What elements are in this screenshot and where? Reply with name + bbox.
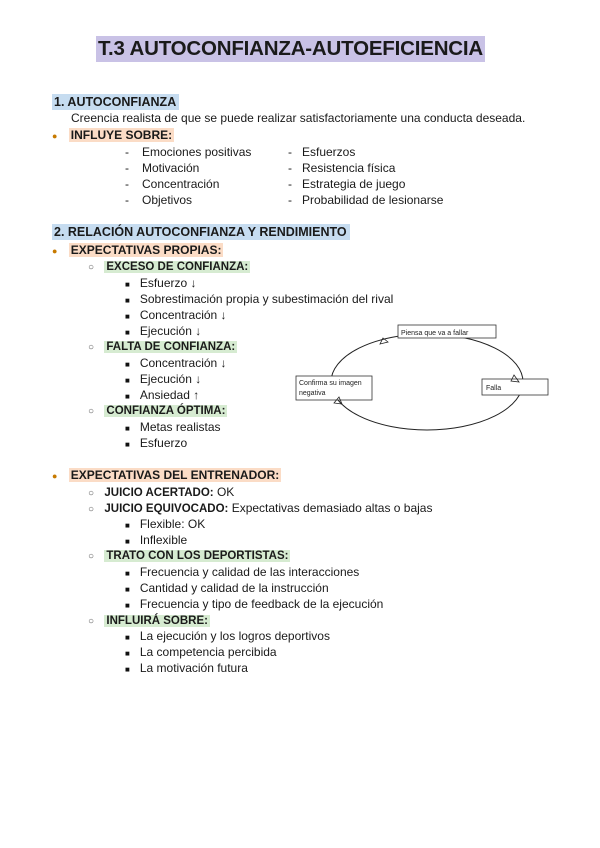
list-item: Concentración ↓: [139, 308, 227, 322]
trato-list: ■ Frecuencia y calidad de las interacciones ■ Cantidad y calidad de la instrucción ■ Frecuencia y tipo de feedback de la ejecución: [125, 565, 384, 611]
box-piensa-fallar-text: Piensa que va a fallar: [401, 330, 469, 337]
list-item: Resistencia física: [302, 161, 396, 175]
arrow-head-icon: [380, 338, 388, 344]
box-confirma-text-1: Confirma su imagen: [299, 380, 362, 387]
optima-label: CONFIANZA ÓPTIMA:: [106, 405, 226, 417]
list-item: Ansiedad ↑: [139, 388, 200, 402]
box-confirma-text-2: negativa: [299, 390, 326, 397]
acertado-value: OK: [213, 485, 235, 499]
bullet-circle-icon: ○: [88, 551, 95, 562]
equivocado-list: ■ Flexible: OK ■ Inflexible: [125, 517, 206, 547]
list-item: Concentración ↓: [139, 356, 227, 370]
bullet-circle-icon: ○: [88, 488, 95, 499]
list-item: Concentración: [142, 177, 220, 191]
section-2-heading: 2. RELACIÓN AUTOCONFIANZA Y RENDIMIENTO: [52, 224, 350, 240]
list-item: Metas realistas: [139, 420, 221, 434]
list-item: Probabilidad de lesionarse: [302, 193, 444, 207]
optima-list: ■ Metas realistas ■ Esfuerzo: [125, 420, 221, 450]
section-1-heading: 1. AUTOCONFIANZA: [52, 94, 179, 110]
influye-label: INFLUYE SOBRE:: [70, 128, 173, 142]
optima-row: [88, 403, 227, 419]
equivocado-row: [88, 501, 432, 516]
entrenador-label: EXPECTATIVAS DEL ENTRENADOR:: [70, 468, 280, 482]
list-item: Inflexible: [139, 533, 188, 547]
exceso-label: EXCESO DE CONFIANZA:: [106, 261, 249, 273]
autoconfianza-definition: Creencia realista de que se puede realizar satisfactoriamente una conducta deseada.: [71, 111, 526, 125]
list-item: La ejecución y los logros deportivos: [139, 629, 330, 643]
page-title: T.3 AUTOCONFIANZA-AUTOEFICIENCIA: [98, 37, 484, 60]
list-item: Sobrestimación propia y subestimación del rival: [139, 292, 394, 306]
bullet-circle-icon: ○: [88, 504, 95, 515]
list-item: Esfuerzos: [302, 145, 356, 159]
failure-cycle-diagram: [290, 318, 560, 440]
list-item: Ejecución ↓: [139, 324, 202, 338]
list-item: Frecuencia y tipo de feedback de la ejecución: [139, 597, 384, 611]
bullet-dot-icon: ●: [52, 131, 58, 141]
list-item: La motivación futura: [139, 661, 248, 675]
falta-label: FALTA DE CONFIANZA:: [106, 341, 236, 353]
falta-list: ■ Concentración ↓ ■ Ejecución ↓ ■ Ansiedad ↑: [125, 356, 227, 402]
list-item: Cantidad y calidad de la instrucción: [139, 581, 329, 595]
list-item: Emociones positivas: [142, 145, 252, 159]
list-item: Esfuerzo: [139, 436, 188, 450]
box-falla-text: Falla: [486, 385, 502, 392]
bullet-circle-icon: ○: [88, 342, 95, 353]
bullet-dot-icon: ●: [52, 246, 58, 256]
equivocado-value: Expectativas demasiado altas o bajas: [228, 501, 433, 515]
bullet-circle-icon: ○: [88, 616, 95, 627]
list-item: Objetivos: [142, 193, 193, 207]
entrenador-row: [52, 467, 281, 483]
propias-row: [52, 242, 223, 258]
influira-label: INFLUIRÁ SOBRE:: [106, 615, 208, 627]
trato-label: TRATO CON LOS DEPORTISTAS:: [106, 550, 289, 562]
list-item: La competencia percibida: [139, 645, 277, 659]
bullet-circle-icon: ○: [88, 262, 95, 273]
list-item: Frecuencia y calidad de las interacciones: [139, 565, 360, 579]
falta-row: [88, 339, 237, 355]
influye-row: [52, 127, 174, 143]
list-item: Esfuerzo ↓: [139, 276, 197, 290]
bullet-dot-icon: ●: [52, 471, 58, 481]
equivocado-label: JUICIO EQUIVOCADO:: [104, 503, 229, 515]
exceso-row: [88, 259, 250, 275]
list-item: Estrategia de juego: [302, 177, 406, 191]
bullet-circle-icon: ○: [88, 406, 95, 417]
trato-row: [88, 548, 290, 564]
influye-right-list: - Esfuerzos - Resistencia física - Estrategia de juego - Probabilidad de lesionarse: [288, 145, 444, 207]
acertado-label: JUICIO ACERTADO:: [104, 487, 214, 499]
influira-list: ■ La ejecución y los logros deportivos ■ La competencia percibida ■ La motivación futura: [125, 629, 330, 675]
list-item: Motivación: [142, 161, 200, 175]
list-item: Flexible: OK: [139, 517, 206, 531]
acertado-row: [88, 485, 234, 500]
influira-row: [88, 613, 210, 629]
list-item: Ejecución ↓: [139, 372, 202, 386]
exceso-list: ■ Esfuerzo ↓ ■ Sobrestimación propia y subestimación del rival ■ Concentración ↓ ■ Ejecución ↓: [125, 276, 394, 338]
propias-label: EXPECTATIVAS PROPIAS:: [70, 243, 222, 257]
influye-left-list: - Emociones positivas - Motivación - Concentración - Objetivos: [125, 145, 252, 207]
